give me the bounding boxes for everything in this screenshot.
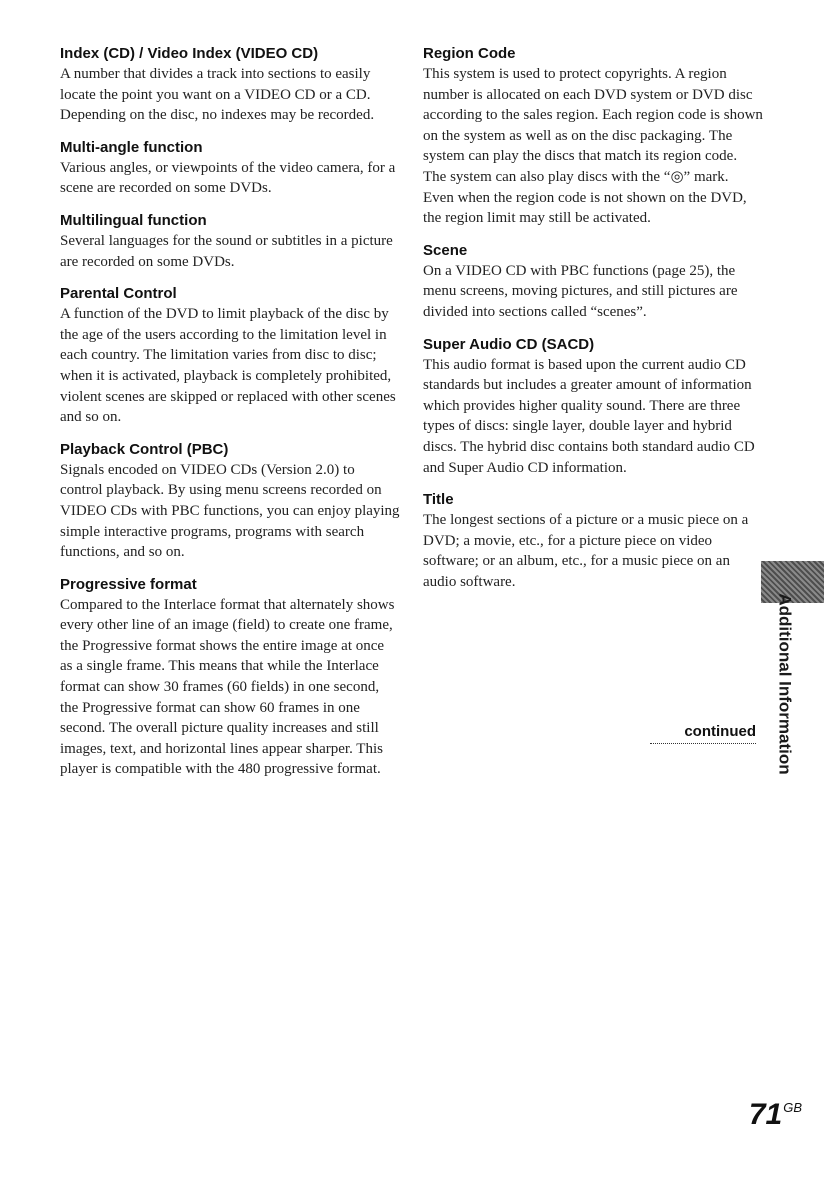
entry-term: Playback Control (PBC)	[60, 440, 229, 458]
right-column	[423, 44, 763, 604]
glossary-entry	[60, 211, 400, 272]
glossary-entry	[423, 241, 763, 323]
entry-definition: This audio format is based upon the current audio CD standards but includes a greater amount of information which provides higher quality sound. There are three types of discs: single layer, double layer and hybrid discs. The hybrid disc contains both standard audio CD and Super Audio CD information.	[423, 356, 755, 476]
glossary-entry	[60, 440, 400, 563]
entry-definition: Several languages for the sound or subtitles in a picture are recorded on some DVDs.	[60, 232, 393, 270]
entry-definition: On a VIDEO CD with PBC functions (page 25), the menu screens, moving pictures, and still pictures are divided into sections called “scenes”.	[423, 262, 738, 320]
glossary-entry	[423, 490, 763, 592]
glossary-entry	[60, 138, 400, 199]
entry-term: Scene	[423, 241, 468, 259]
entry-definition: Compared to the Interlace format that alternately shows every other line of an image (field) to create one frame, the Progressive format shows the entire image at once as a single frame. This means that while the Interlace format can show 30 frames (60 fields) in one second, the Progressive format can show 60 frames in one second. The overall picture quality increases and still images, text, and horizontal lines appear sharper. This player is compatible with the 480 progressive format.	[60, 596, 395, 778]
entry-term: Super Audio CD (SACD)	[423, 335, 595, 353]
entry-term: Progressive format	[60, 575, 197, 593]
entry-term: Index (CD) / Video Index (VIDEO CD)	[60, 45, 319, 62]
entry-term: Multilingual function	[60, 211, 207, 229]
entry-term: Region Code	[423, 45, 516, 62]
section-side-label-text: Additional Information	[776, 593, 796, 775]
entry-term: Parental Control	[60, 285, 177, 303]
entry-term: Title	[423, 491, 454, 509]
glossary-entry	[60, 284, 400, 428]
left-column	[60, 44, 400, 792]
continued-label: continued	[650, 722, 756, 744]
section-side-label	[767, 593, 803, 775]
entry-definition: The longest sections of a picture or a music piece on a DVD; a movie, etc., for a picture piece on video software; or an album, etc., for a music piece on an audio software.	[423, 512, 749, 590]
entry-definition: Signals encoded on VIDEO CDs (Version 2.0) to control playback. By using menu screens recorded on VIDEO CDs with PBC functions, you can enjoy playing simple interactive programs, programs with search functions, and so on.	[60, 461, 400, 561]
glossary-entry	[423, 44, 763, 229]
glossary-entry	[423, 335, 763, 479]
page-number-suffix: GB	[783, 1100, 802, 1115]
entry-definition: This system is used to protect copyrights. A region number is allocated on each DVD system or DVD disc according to the sales region. Each region code is shown on the system as well as on the disc packaging. The system can play the discs that match its region code. The system can also play discs with the “◎” mark. Even when the region code is not shown on the DVD, the region limit may still be activated.	[423, 66, 763, 227]
page-number-value: 71	[748, 1098, 783, 1131]
entry-term: Multi-angle function	[60, 138, 203, 156]
glossary-entry	[60, 44, 400, 126]
entry-definition: A number that divides a track into sections to easily locate the point you want on a VIDEO CD or a CD. Depending on the disc, no indexes may be recorded.	[60, 66, 375, 124]
page-number	[749, 1098, 802, 1132]
entry-definition: Various angles, or viewpoints of the video camera, for a scene are recorded on some DVDs.	[60, 159, 396, 197]
glossary-entry	[60, 575, 400, 780]
entry-definition: A function of the DVD to limit playback of the disc by the age of the users according to the limitation level in each country. The limitation varies from disc to disc; when it is activated, playback is completely prohibited, violent scenes are skipped or replaced with other scenes and so on.	[60, 306, 396, 426]
